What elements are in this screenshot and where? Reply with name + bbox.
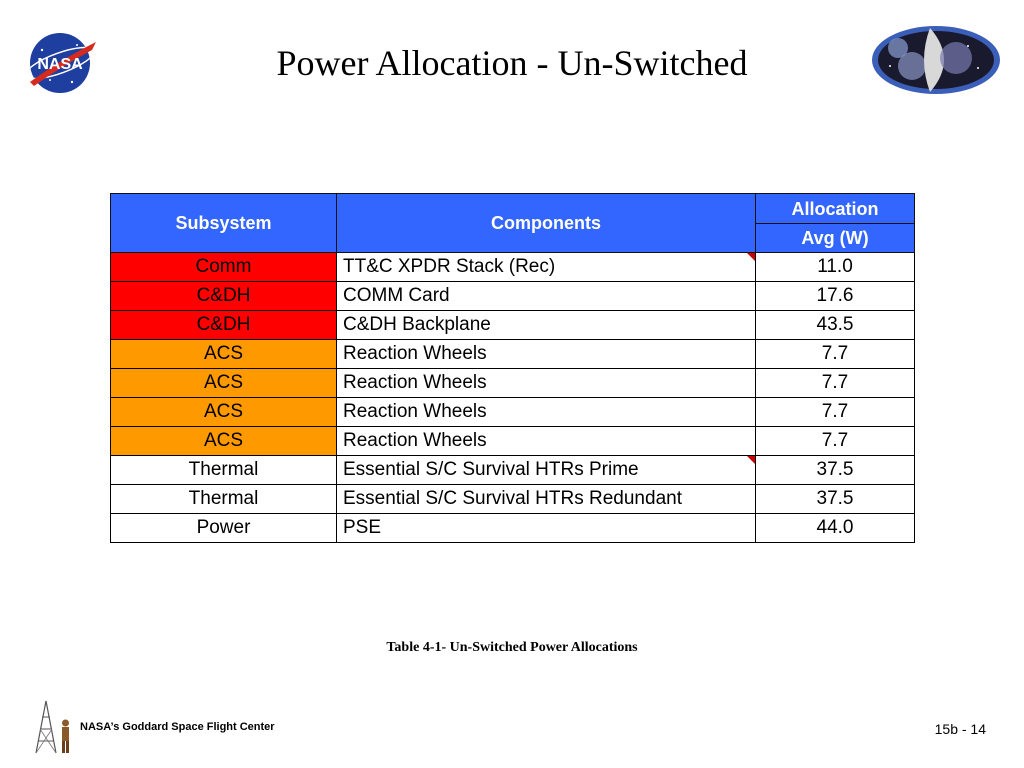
table-row xyxy=(111,311,915,340)
subsystem-cell: ACS xyxy=(111,398,337,427)
table-row xyxy=(111,340,915,369)
header-components: Components xyxy=(337,194,756,253)
subsystem-cell: Thermal xyxy=(111,485,337,514)
header-subsystem: Subsystem xyxy=(111,194,337,253)
allocation-cell: 37.5 xyxy=(756,456,915,485)
footer-logo xyxy=(30,697,76,755)
power-allocation-table xyxy=(110,193,915,543)
header-avg-w: Avg (W) xyxy=(756,224,915,253)
table-row xyxy=(111,253,915,282)
table-body xyxy=(111,253,915,543)
allocation-cell: 7.7 xyxy=(756,398,915,427)
component-label: Reaction Wheels xyxy=(343,343,487,364)
component-label: Reaction Wheels xyxy=(343,372,487,393)
subsystem-cell: C&DH xyxy=(111,282,337,311)
allocation-cell: 7.7 xyxy=(756,340,915,369)
table-row xyxy=(111,514,915,543)
component-label: TT&C XPDR Stack (Rec) xyxy=(343,256,556,277)
component-cell xyxy=(337,427,756,456)
component-cell xyxy=(337,311,756,340)
svg-text:NASA: NASA xyxy=(37,56,83,73)
comment-indicator-icon[interactable] xyxy=(747,456,755,464)
allocation-cell: 44.0 xyxy=(756,514,915,543)
component-label: Essential S/C Survival HTRs Redundant xyxy=(343,488,682,509)
subsystem-cell: Power xyxy=(111,514,337,543)
component-label: Reaction Wheels xyxy=(343,430,487,451)
allocation-cell: 7.7 xyxy=(756,369,915,398)
component-label: Essential S/C Survival HTRs Prime xyxy=(343,459,639,480)
footer-organization: NASA’s Goddard Space Flight Center xyxy=(80,721,275,733)
table-row xyxy=(111,427,915,456)
subsystem-cell: ACS xyxy=(111,340,337,369)
table-caption: Table 4-1- Un-Switched Power Allocations xyxy=(386,640,638,655)
component-cell xyxy=(337,485,756,514)
subsystem-cell: ACS xyxy=(111,369,337,398)
table-row xyxy=(111,456,915,485)
component-cell xyxy=(337,369,756,398)
component-cell xyxy=(337,514,756,543)
component-cell xyxy=(337,282,756,311)
component-label: PSE xyxy=(343,517,382,538)
page-number: 15b - 14 xyxy=(934,721,986,737)
component-label: C&DH Backplane xyxy=(343,314,491,335)
component-cell xyxy=(337,398,756,427)
mission-logo xyxy=(868,22,1004,98)
component-cell xyxy=(337,253,756,282)
subsystem-cell: Comm xyxy=(111,253,337,282)
subsystem-cell: ACS xyxy=(111,427,337,456)
allocation-cell: 7.7 xyxy=(756,427,915,456)
table-row xyxy=(111,369,915,398)
component-cell xyxy=(337,340,756,369)
allocation-cell: 11.0 xyxy=(756,253,915,282)
table-row xyxy=(111,398,915,427)
component-label: Reaction Wheels xyxy=(343,401,487,422)
table-row xyxy=(111,282,915,311)
comment-indicator-icon[interactable] xyxy=(747,253,755,261)
page-title: Power Allocation - Un-Switched xyxy=(276,43,748,83)
component-label: COMM Card xyxy=(343,285,450,306)
allocation-cell: 37.5 xyxy=(756,485,915,514)
header-allocation: Allocation xyxy=(756,194,915,224)
component-cell xyxy=(337,456,756,485)
table-row xyxy=(111,485,915,514)
rocket-launch-tower-icon xyxy=(30,697,76,755)
subsystem-cell: Thermal xyxy=(111,456,337,485)
allocation-cell: 17.6 xyxy=(756,282,915,311)
subsystem-cell: C&DH xyxy=(111,311,337,340)
mission-globe-moon-logo-icon xyxy=(868,22,1004,98)
allocation-cell: 43.5 xyxy=(756,311,915,340)
